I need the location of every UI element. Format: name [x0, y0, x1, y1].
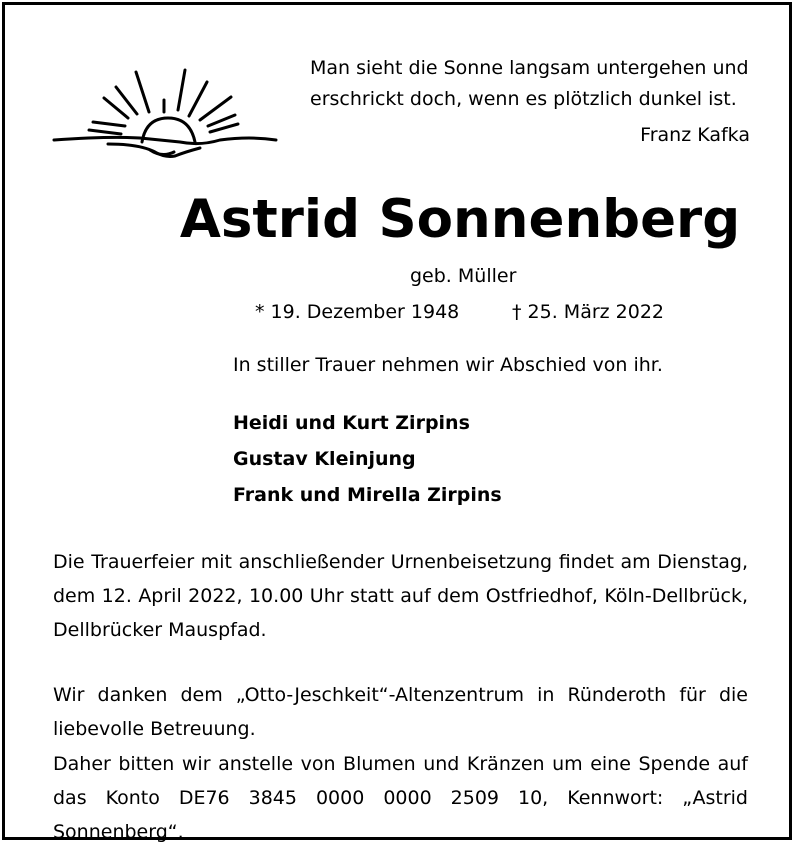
mourner-1: Heidi und Kurt Zirpins: [233, 412, 470, 434]
sunset-icon: [50, 60, 280, 165]
mourner-2: Gustav Kleinjung: [233, 448, 416, 470]
quote-line-1: Man sieht die Sonne langsam untergehen und: [310, 57, 749, 79]
thanks-text: Wir danken dem „Otto-Jeschkeit“-Altenzentrum in Ründeroth für die liebevolle Betreuung.: [53, 684, 748, 740]
ceremony-text: Die Trauerfeier mit anschließender Urnenbeisetzung findet am Dienstag, dem 12. April 2022, 10.00 Uhr statt auf dem Ostfriedhof, Köln-Dellbrück, Dellbrücker Mauspfad.: [53, 551, 748, 641]
farewell-text: In stiller Trauer nehmen wir Abschied von ihr.: [233, 354, 663, 376]
quote-line-2: erschrickt doch, wenn es plötzlich dunkel ist.: [310, 88, 737, 110]
birth-date: * 19. Dezember 1948: [255, 301, 460, 323]
mourner-3: Frank und Mirella Zirpins: [233, 484, 502, 506]
quote-author: Franz Kafka: [640, 124, 750, 146]
deceased-name: Astrid Sonnenberg: [179, 189, 741, 250]
donation-text: Daher bitten wir anstelle von Blumen und Kränzen um eine Spende auf das Konto DE76 3845 0000 0000 2509 10, Kennwort: „Astrid Sonnenberg“.: [53, 753, 748, 843]
death-date: † 25. März 2022: [512, 301, 665, 323]
maiden-name: geb. Müller: [410, 265, 517, 287]
